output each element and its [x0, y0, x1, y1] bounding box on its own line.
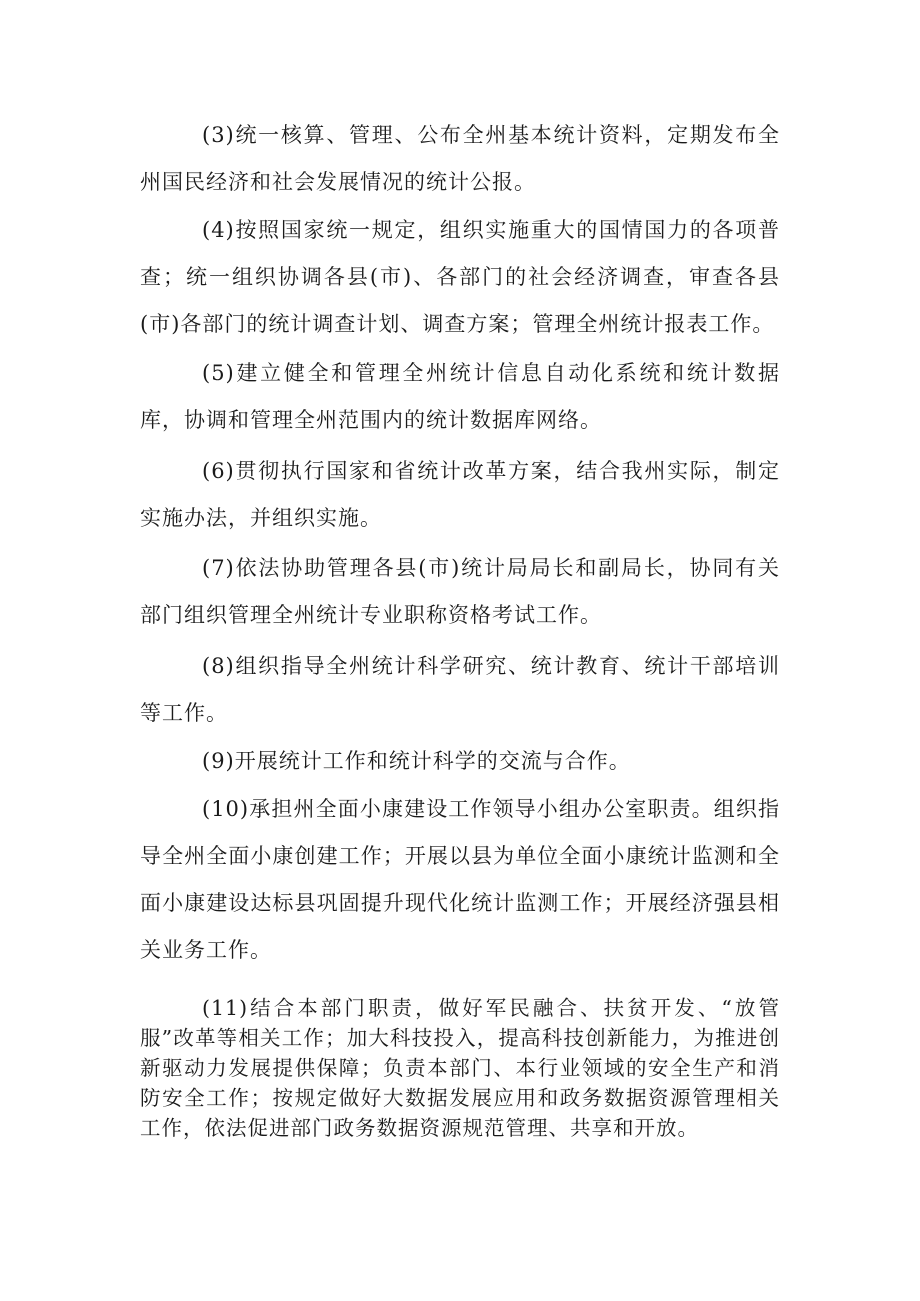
paragraph-item-5: (5)建立健全和管理全州统计信息自动化系统和统计数据库，协调和管理全州范围内的统计数据库网络。	[140, 361, 780, 432]
paragraph-item-3: (3)统一核算、管理、公布全州基本统计资料，定期发布全州国民经济和社会发展情况的统计公报。	[140, 123, 780, 194]
paragraph-item-11: (11)结合本部门职责，做好军民融合、扶贫开发、“放管服”改革等相关工作；加大科技投入，提高科技创新能力，为推进创新驱动力发展提供保障；负责本部门、本行业领域的安全生产和消防安全工作；按规定做好大数据发展应用和政务数据资源管理相关工作，依法促进部门政务数据资源规范管理、共享和开放。	[140, 996, 780, 1140]
paragraph-item-7: (7)依法协助管理各县(市)统计局局长和副局长，协同有关部门组织管理全州统计专业职称资格考试工作。	[140, 556, 780, 627]
paragraph-item-4: (4)按照国家统一规定，组织实施重大的国情国力的各项普查；统一组织协调各县(市)、各部门的社会经济调查，审查各县(市)各部门的统计调查计划、调查方案；管理全州统计报表工作。	[140, 218, 780, 336]
paragraph-item-8: (8)组织指导全州统计科学研究、统计教育、统计干部培训等工作。	[140, 654, 780, 725]
paragraph-item-9: (9)开展统计工作和统计科学的交流与合作。	[202, 749, 631, 773]
paragraph-item-10: (10)承担州全面小康建设工作领导小组办公室职责。组织指导全州全面小康创建工作；开展以县为单位全面小康统计监测和全面小康建设达标县巩固提升现代化统计监测工作；开展经济强县相关业务工作。	[140, 797, 780, 962]
paragraph-item-6: (6)贯彻执行国家和省统计改革方案，结合我州实际，制定实施办法，并组织实施。	[140, 459, 780, 530]
